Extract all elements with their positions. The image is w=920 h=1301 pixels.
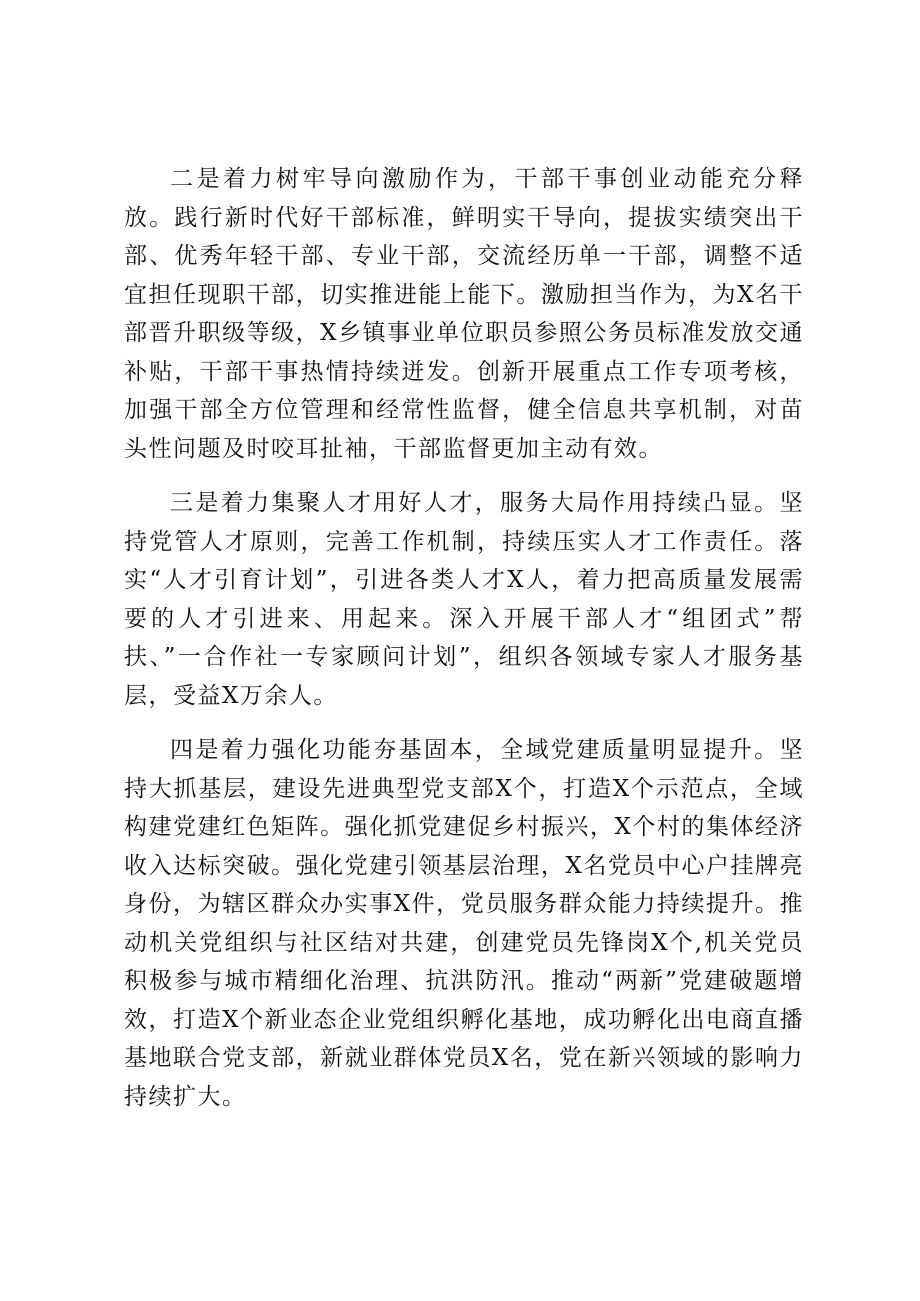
document-body: [124, 160, 804, 1116]
paragraph-talent: 三是着力集聚人才用好人才，服务大局作用持续凸显。坚持党管人才原则，完善工作机制，持续压实人才工作责任。落实“人才引育计划”，引进各类人才X人，着力把高质量发展需要的人才引进来、用起来。深入开展干部人才“组团式”帮扶、”一合作社一专家顾问计划”，组织各领域专家人才服务基层，受益X万余人。: [124, 490, 804, 709]
paragraph-party-building: 四是着力强化功能夯基固本，全域党建质量明显提升。坚持大抓基层，建设先进典型党支部X个，打造X个示范点，全域构建党建红色矩阵。强化抓党建促乡村振兴，X个村的集体经济收入达标突破。强化党建引领基层治理，X名党员中心户挂牌亮身份，为辖区群众办实事X件，党员服务群众能力持续提升。推动机关党组织与社区结对共建，创建党员先锋岗X个,机关党员积极参与城市精细化治理、抗洪防汛。推动“两新”党建破题增效，打造X个新业态企业党组织孵化基地，成功孵化出电商直播基地联合党支部，新就业群体党员X名，党在新兴领域的影响力持续扩大。: [124, 737, 804, 1110]
paragraph-cadre-incentives: 二是着力树牢导向激励作为，干部干事创业动能充分释放。践行新时代好干部标准，鲜明实干导向，提拔实绩突出干部、优秀年轻干部、专业干部，交流经历单一干部，调整不适宜担任现职干部，切实推进能上能下。激励担当作为，为X名干部晋升职级等级，X乡镇事业单位职员参照公务员标准发放交通补贴，干部干事热情持续迸发。创新开展重点工作专项考核，加强干部全方位管理和经常性监督，健全信息共享机制，对苗头性问题及时咬耳扯袖，干部监督更加主动有效。: [124, 166, 804, 462]
